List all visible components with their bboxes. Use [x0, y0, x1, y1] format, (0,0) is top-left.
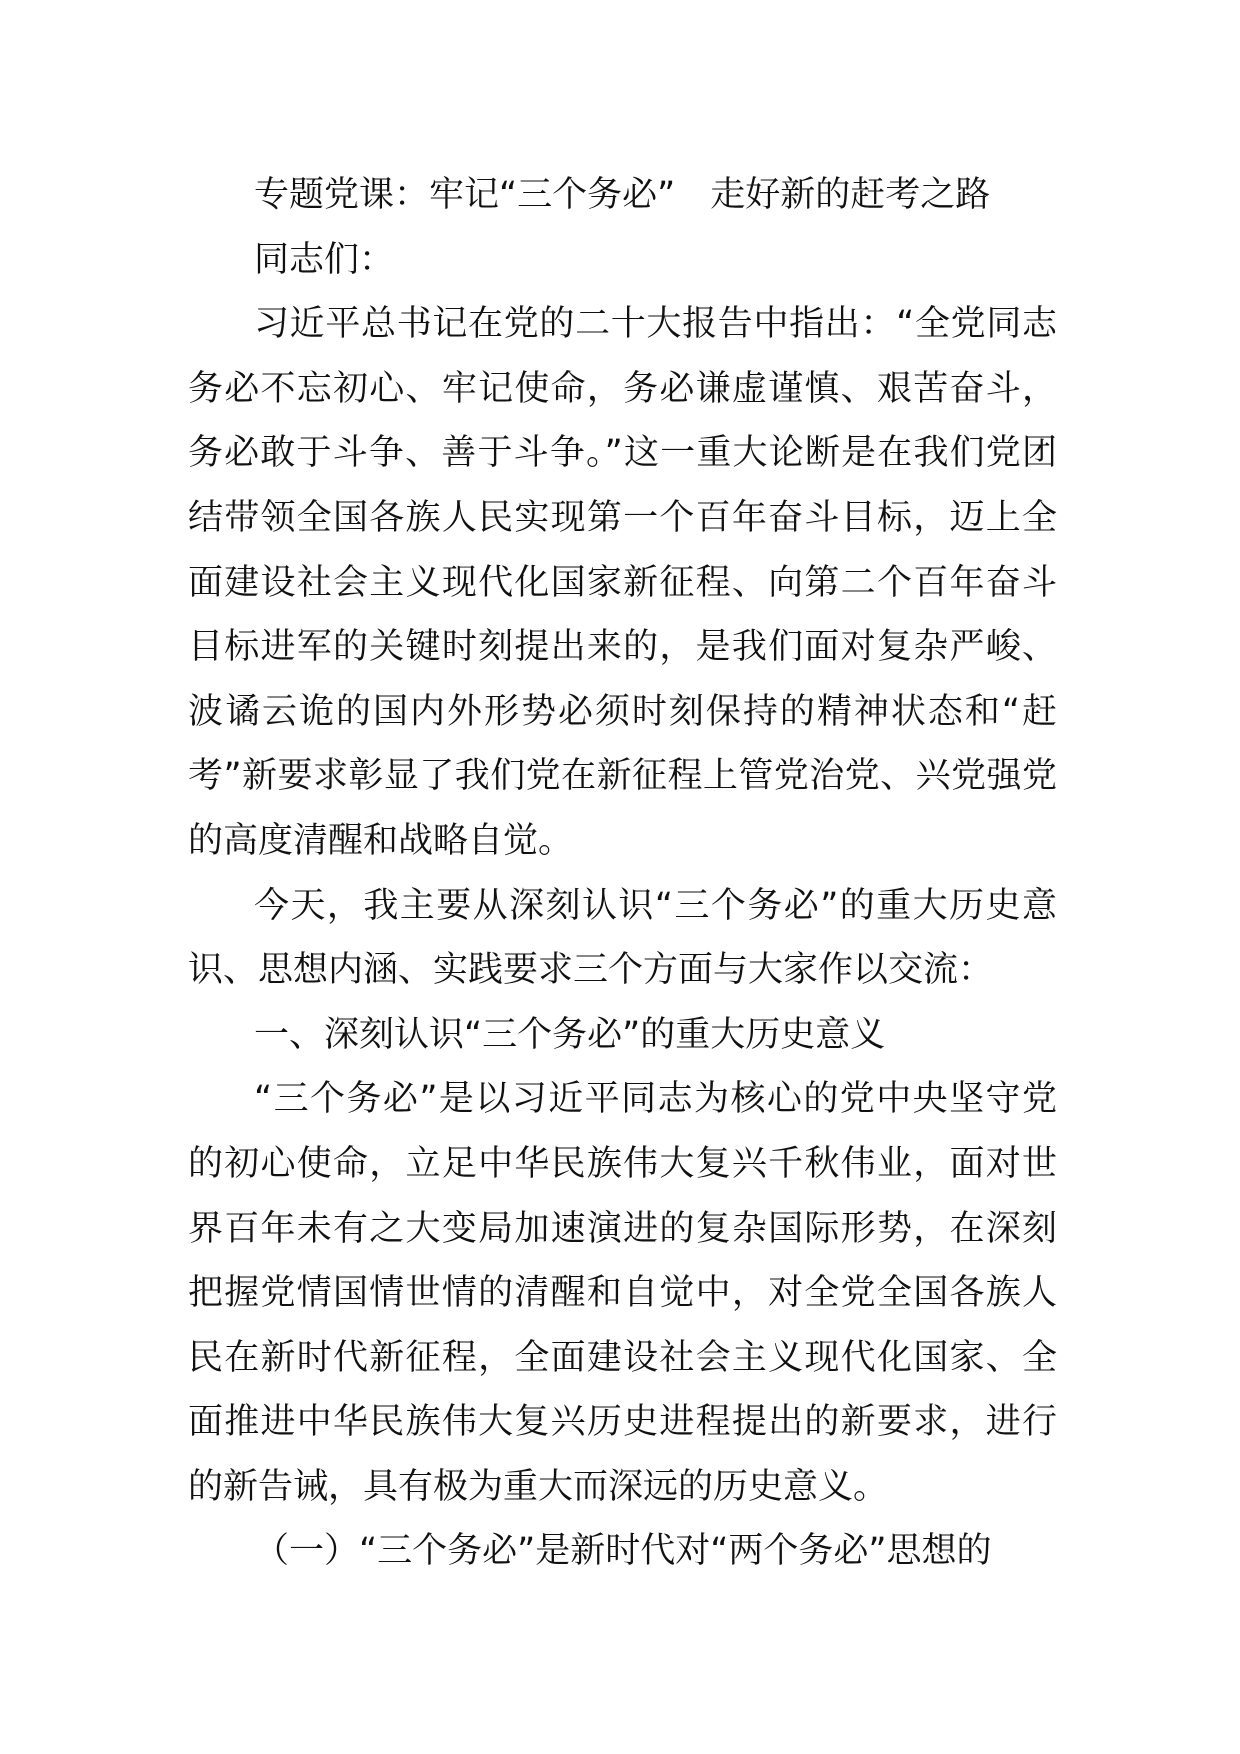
paragraph-intro: 习近平总书记在党的二十大报告中指出：“全党同志务必不忘初心、牢记使命，务必谦虚谨慎、艰苦奋斗，务必敢于斗争、善于斗争。”这一重大论断是在我们党团结带领全国各族人民实现第一个百年奋斗目标，迈上全面建设社会主义现代化国家新征程、向第二个百年奋斗目标进军的关键时刻提出来的，是我们面对复杂严峻、波谲云诡的国内外形势必须时刻保持的精神状态和“赶考”新要求彰显了我们党在新征程上管党治党、兴党强党的高度清醒和战略自觉。 [188, 304, 1057, 861]
section-heading-1: 一、深刻认识“三个务必”的重大历史意义 [254, 1014, 886, 1055]
salutation: 同志们： [254, 239, 395, 280]
document-title: 专题党课：牢记“三个务必” 走好新的赶考之路 [254, 175, 991, 215]
paragraph-overview: 今天，我主要从深刻认识“三个务必”的重大历史意识、思想内涵、实践要求三个方面与大家作以交流： [188, 885, 1057, 991]
document-body [188, 163, 1057, 1584]
subsection-heading-1: （一）“三个务必”是新时代对“两个务必”思想的 [254, 1531, 992, 1572]
paragraph-significance: “三个务必”是以习近平同志为核心的党中央坚守党的初心使命，立足中华民族伟大复兴千秋伟业，面对世界百年未有之大变局加速演进的复杂国际形势，在深刻把握党情国情世情的清醒和自觉中，对全党全国各族人民在新时代新征程，全面建设社会主义现代化国家、全面推进中华民族伟大复兴历史进程提出的新要求，进行的新告诫，具有极为重大而深远的历史意义。 [188, 1079, 1057, 1507]
